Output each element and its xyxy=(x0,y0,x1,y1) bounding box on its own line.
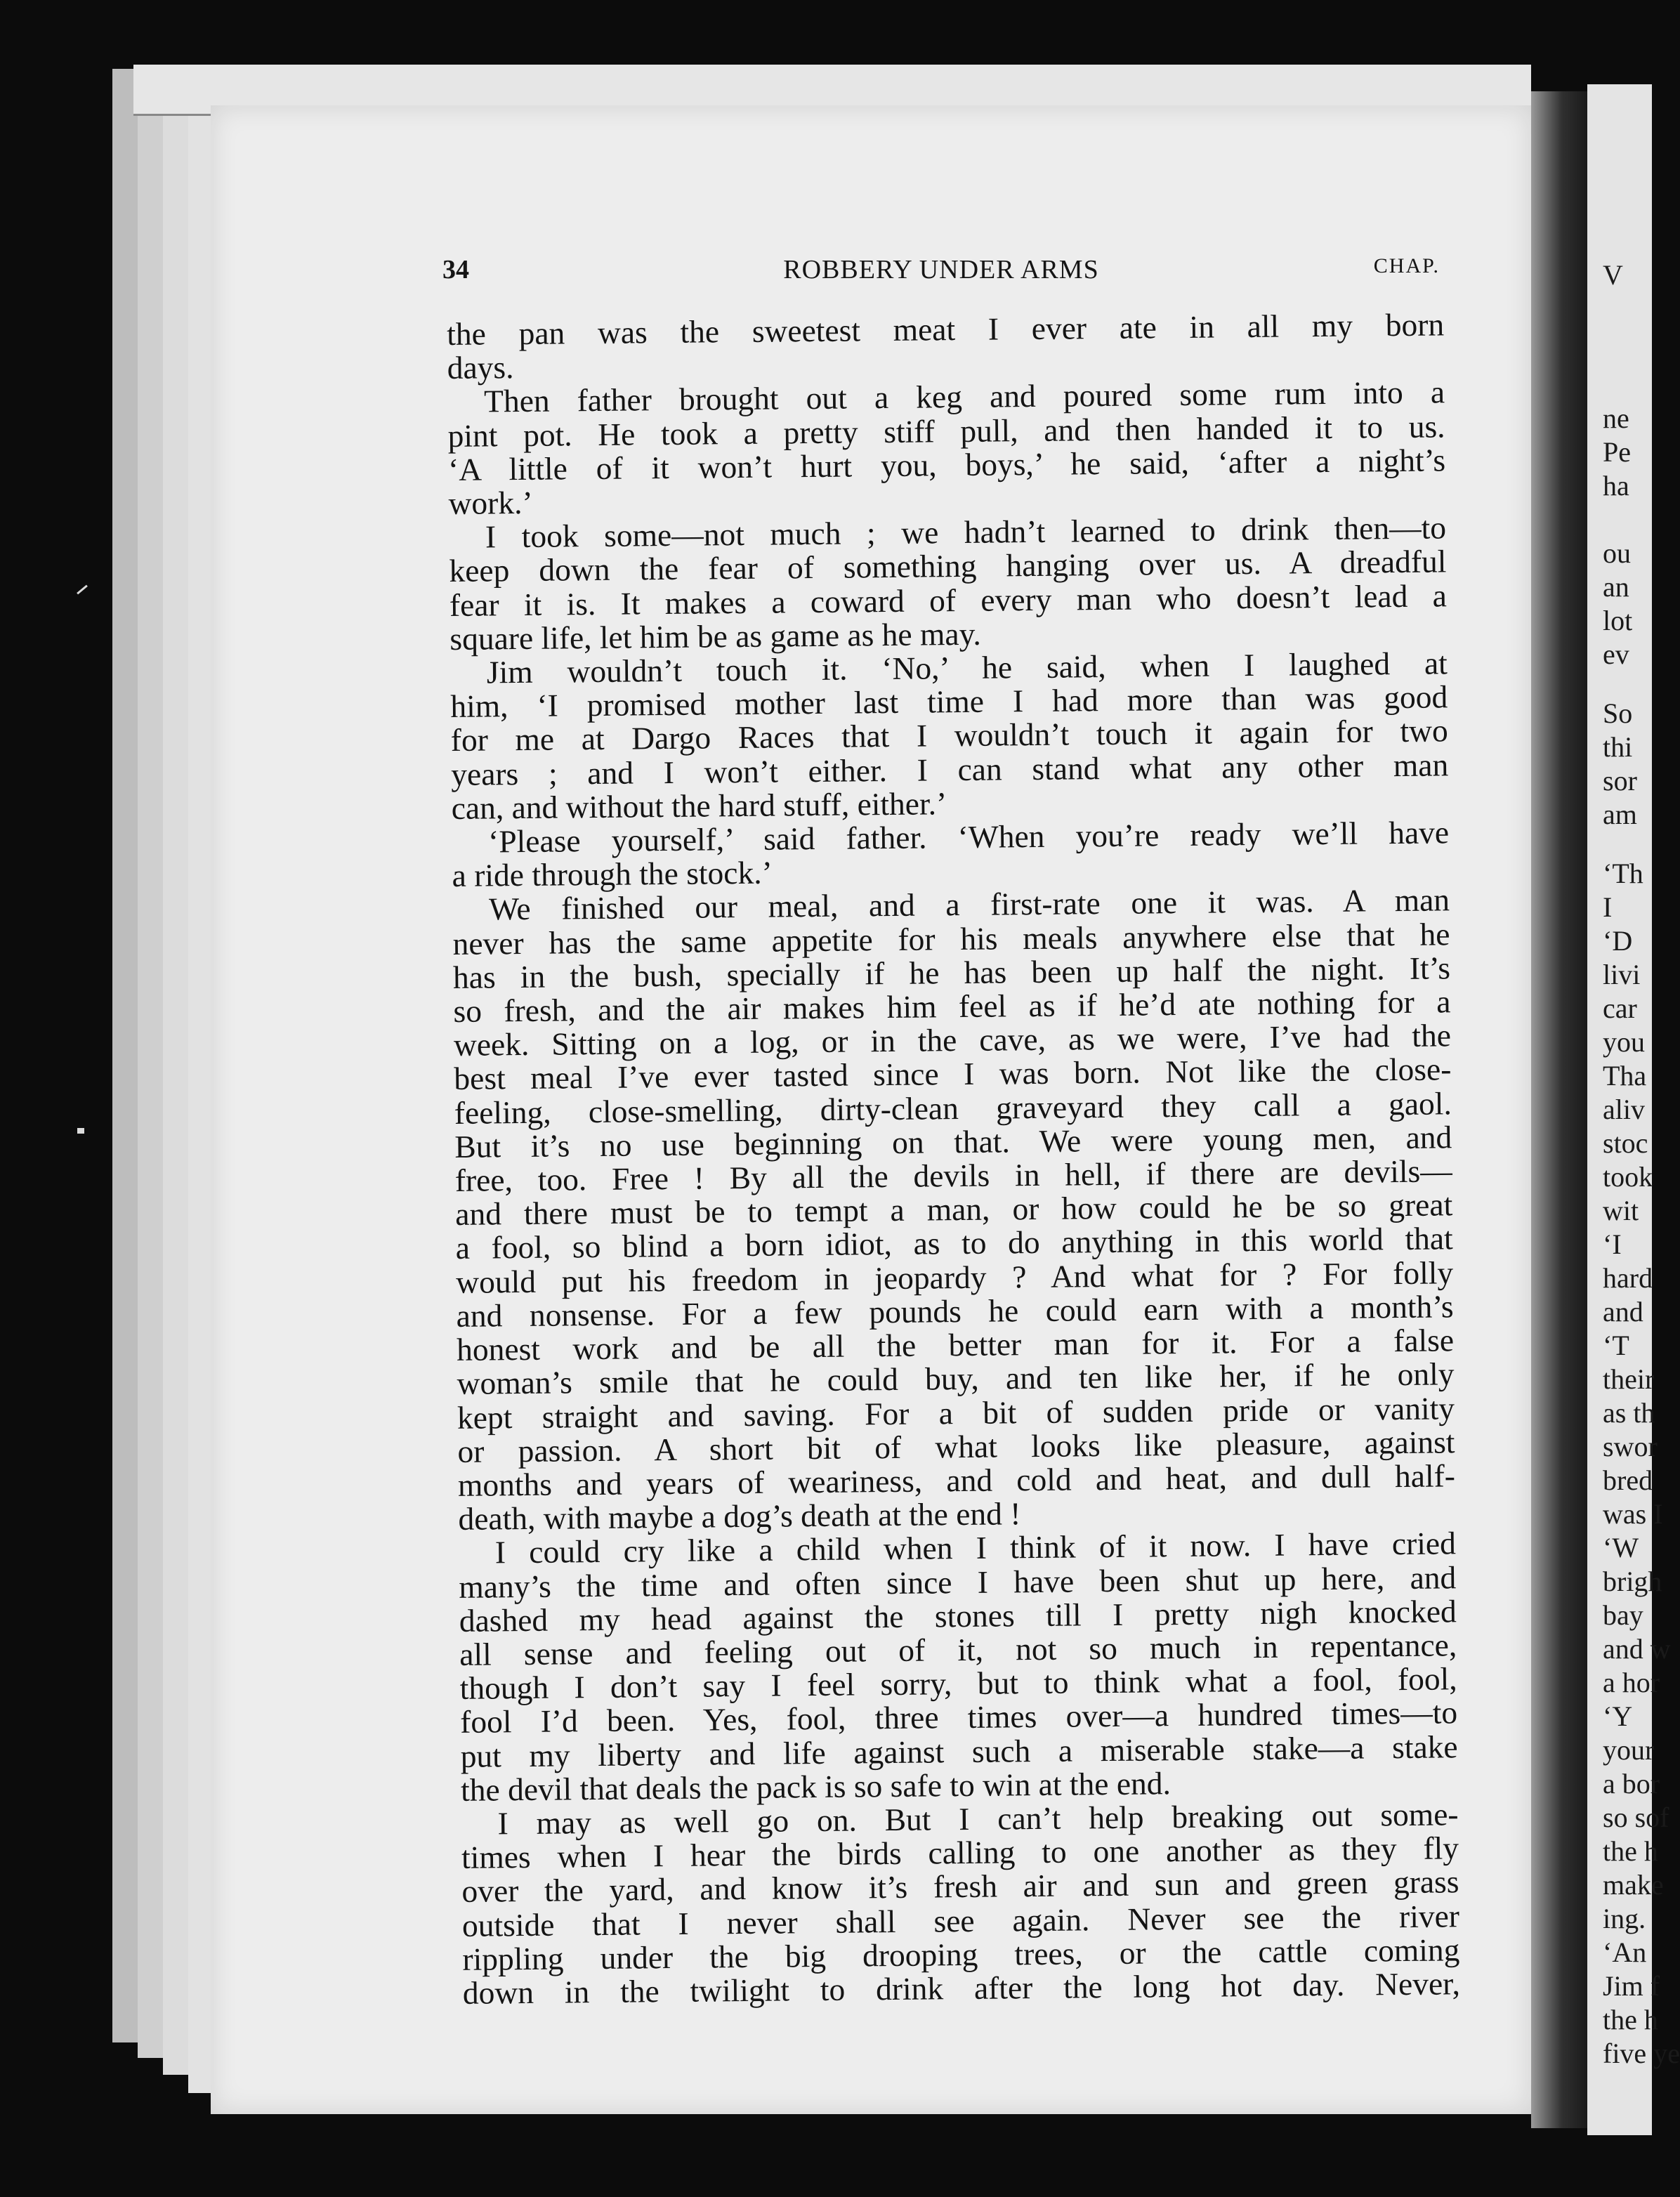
facing-page-fragment: Pe xyxy=(1603,436,1631,468)
facing-page-fragment: as th xyxy=(1603,1397,1655,1429)
text-line: honest work and be all the better man for it. For a false xyxy=(456,1322,1455,1368)
facing-page-fragment: was I xyxy=(1603,1498,1663,1530)
facing-page-fragment: the h xyxy=(1603,2004,1658,2035)
text-line: fear it is. It makes a coward of every man who doesn’t lead a xyxy=(449,577,1448,623)
text-line: week. Sitting on a log, or in the cave, as we were, I’ve had the xyxy=(453,1017,1452,1063)
page-number: 34 xyxy=(442,255,469,284)
facing-page-fragment: Tha xyxy=(1603,1060,1647,1091)
text-line: down in the twilight to drink after the long hot day. Never, xyxy=(462,1965,1461,2011)
text-line: woman’s smile that he could buy, and ten like her, if he only xyxy=(457,1356,1455,1402)
facing-page-fragment: sor xyxy=(1603,765,1637,796)
text-line: all sense and feeling out of it, not so much in repentance, xyxy=(459,1627,1457,1672)
text-line: many’s the time and often since I have been shut up here, and xyxy=(459,1559,1457,1605)
facing-page-fragment: their xyxy=(1603,1363,1655,1395)
text-line: I may as well go on. But I can’t help breaking out some- xyxy=(497,1796,1459,1842)
facing-page-fragment: a hor xyxy=(1603,1667,1660,1698)
text-line: We finished our meal, and a first-rate one it was. A man xyxy=(488,881,1450,927)
facing-page-fragment: ne xyxy=(1603,402,1629,434)
text-line: feeling, close-smelling, dirty-clean graveyard they call a gaol. xyxy=(454,1084,1452,1131)
facing-page-fragment: swor xyxy=(1603,1431,1658,1462)
facing-page-fragment: ha xyxy=(1603,470,1629,501)
facing-page-fragment: ‘W xyxy=(1603,1532,1639,1563)
text-line: would put his freedom in jeopardy ? And what for ? For folly xyxy=(455,1254,1454,1300)
text-line: free, too. Free ! By all the devils in hell, if there are devils— xyxy=(454,1153,1452,1199)
facing-page-fragment: make xyxy=(1603,1869,1664,1901)
facing-page-fragment: ‘Y xyxy=(1603,1700,1633,1732)
facing-page-fragment: the h xyxy=(1603,1835,1658,1867)
text-line: so fresh, and the air makes him feel as if he’d ate nothing for a xyxy=(453,983,1451,1030)
text-line: over the yard, and know it’s fresh air and sun and green grass xyxy=(461,1863,1459,1910)
facing-page-fragment: car xyxy=(1603,992,1637,1024)
facing-page-fragment: So xyxy=(1603,697,1633,729)
scan-speck xyxy=(77,1128,84,1134)
book-gutter xyxy=(1531,91,1587,2128)
facing-page-fragment: ou xyxy=(1603,537,1631,569)
facing-page-fragment: Jim f xyxy=(1603,1970,1660,2002)
text-line: Then father brought out a keg and poured some rum into a xyxy=(483,374,1445,419)
text-line: him, ‘I promised mother last time I had more than was good xyxy=(450,678,1448,725)
text-line: or passion. A short bit of what looks like pleasure, against xyxy=(457,1423,1455,1469)
facing-page-fragment: ‘T xyxy=(1603,1330,1629,1361)
text-line: months and years of weariness, and cold and heat, and dull half- xyxy=(457,1457,1456,1503)
text-line: Jim wouldn’t touch it. ‘No,’ he said, when I laughed at xyxy=(486,645,1448,690)
facing-page-fragment: and xyxy=(1603,1296,1643,1327)
text-line: has in the bush, specially if he has been up half the night. It’s xyxy=(452,950,1451,995)
text-line: best meal I’ve ever tasted since I was born. Not like the close- xyxy=(454,1051,1452,1097)
chapter-label: CHAP. xyxy=(1373,254,1440,277)
text-line: put my liberty and life against such a miserable stake—a stake xyxy=(460,1728,1458,1774)
text-line: and there must be to tempt a man, or how could he be so great xyxy=(455,1186,1453,1233)
facing-page-fragment: I xyxy=(1603,891,1613,923)
text-line: years ; and I won’t either. I can stand what any other man xyxy=(450,746,1449,792)
facing-page-fragment: wit xyxy=(1603,1195,1639,1226)
facing-page-fragment: five ye xyxy=(1603,2038,1680,2069)
facing-page-fragment: livi xyxy=(1603,959,1641,990)
text-line: and nonsense. For a few pounds he could earn with a month’s xyxy=(456,1288,1454,1334)
facing-page-fragment: took xyxy=(1603,1161,1653,1193)
text-line: pint pot. He took a pretty stiff pull, and then handed it to us. xyxy=(447,407,1445,454)
text-line: dashed my head against the stones till I pretty nigh knocked xyxy=(459,1593,1457,1639)
facing-page-fragment: thi xyxy=(1603,731,1633,763)
facing-page-fragment: ing. xyxy=(1603,1903,1646,1934)
text-line: days. xyxy=(447,349,514,386)
facing-page-fragment: your xyxy=(1603,1734,1655,1766)
facing-page-fragment: you xyxy=(1603,1026,1645,1058)
facing-page-fragment: and w xyxy=(1603,1633,1671,1665)
facing-page-fragment: ‘D xyxy=(1603,925,1633,957)
text-line: I could cry like a child when I think of it now. I have cried xyxy=(494,1525,1457,1570)
body-text xyxy=(447,308,1460,2010)
text-line: a ride through the stock.’ xyxy=(452,854,773,894)
facing-page-fragment: am xyxy=(1603,799,1637,830)
facing-page-fragment: bred xyxy=(1603,1464,1653,1496)
scan-speck xyxy=(77,585,88,595)
facing-page-fragment: ‘I xyxy=(1603,1228,1622,1260)
text-line: a fool, so blind a born idiot, as to do anything in this world that xyxy=(455,1220,1453,1266)
text-line: I took some—not much ; we hadn’t learned to drink then—to xyxy=(485,509,1447,555)
text-line: work.’ xyxy=(448,484,533,522)
text-line: kept straight and saving. For a bit of sudden pride or vanity xyxy=(457,1389,1455,1436)
text-line: square life, let him be as game as he may. xyxy=(449,615,981,657)
facing-page-fragment: ‘An xyxy=(1603,1936,1647,1968)
text-line: ‘A little of it won’t hurt you, boys,’ he said, ‘after a night’s xyxy=(447,442,1446,487)
text-line: death, with maybe a dog’s death at the end ! xyxy=(458,1495,1021,1537)
text-line: though I don’t say I feel sorry, but to think what a fool, fool, xyxy=(459,1660,1457,1707)
facing-page-fragment: bay xyxy=(1603,1599,1643,1631)
facing-page-fragment: ev xyxy=(1603,638,1629,670)
facing-page-fragment: brigh xyxy=(1603,1566,1662,1597)
facing-page-fragment: so sof xyxy=(1603,1802,1669,1833)
facing-page xyxy=(1587,84,1680,2135)
text-line: But it’s no use beginning on that. We were young men, and xyxy=(454,1119,1452,1165)
text-line: outside that I never shall see again. Never see the river xyxy=(461,1897,1460,1943)
facing-page-fragment: hard xyxy=(1603,1262,1653,1294)
facing-page-fragment: an xyxy=(1603,571,1629,603)
book-title: ROBBERY UNDER ARMS xyxy=(783,255,1099,284)
text-line: fool I’d been. Yes, fool, three times over—a hundred times—to xyxy=(459,1694,1458,1740)
text-line: can, and without the hard stuff, either.’ xyxy=(451,785,947,826)
running-head xyxy=(442,254,1440,294)
facing-page-fragment: aliv xyxy=(1603,1094,1645,1125)
facing-page-fragment: V xyxy=(1603,259,1623,291)
text-line: keep down the fear of something hanging over us. A dreadful xyxy=(449,543,1447,589)
text-line: the pan was the sweetest meat I ever ate in all my born xyxy=(446,306,1445,352)
text-line: ‘Please yourself,’ said father. ‘When you’re ready we’ll have xyxy=(487,814,1450,860)
facing-page-fragment: a bor xyxy=(1603,1768,1660,1799)
facing-page-fragment: lot xyxy=(1603,605,1633,636)
text-line: never has the same appetite for his meals anywhere else that he xyxy=(452,915,1450,962)
text-line: the devil that deals the pack is so safe to win at the end. xyxy=(460,1764,1172,1808)
facing-page-fragment: stoc xyxy=(1603,1127,1648,1159)
text-line: rippling under the big drooping trees, or the cattle coming xyxy=(462,1932,1460,1977)
text-line: times when I hear the birds calling to one another as they fly xyxy=(461,1830,1459,1876)
text-line: for me at Dargo Races that I wouldn’t touch it again for two xyxy=(450,712,1448,759)
facing-page-fragment: ‘Th xyxy=(1603,858,1643,889)
